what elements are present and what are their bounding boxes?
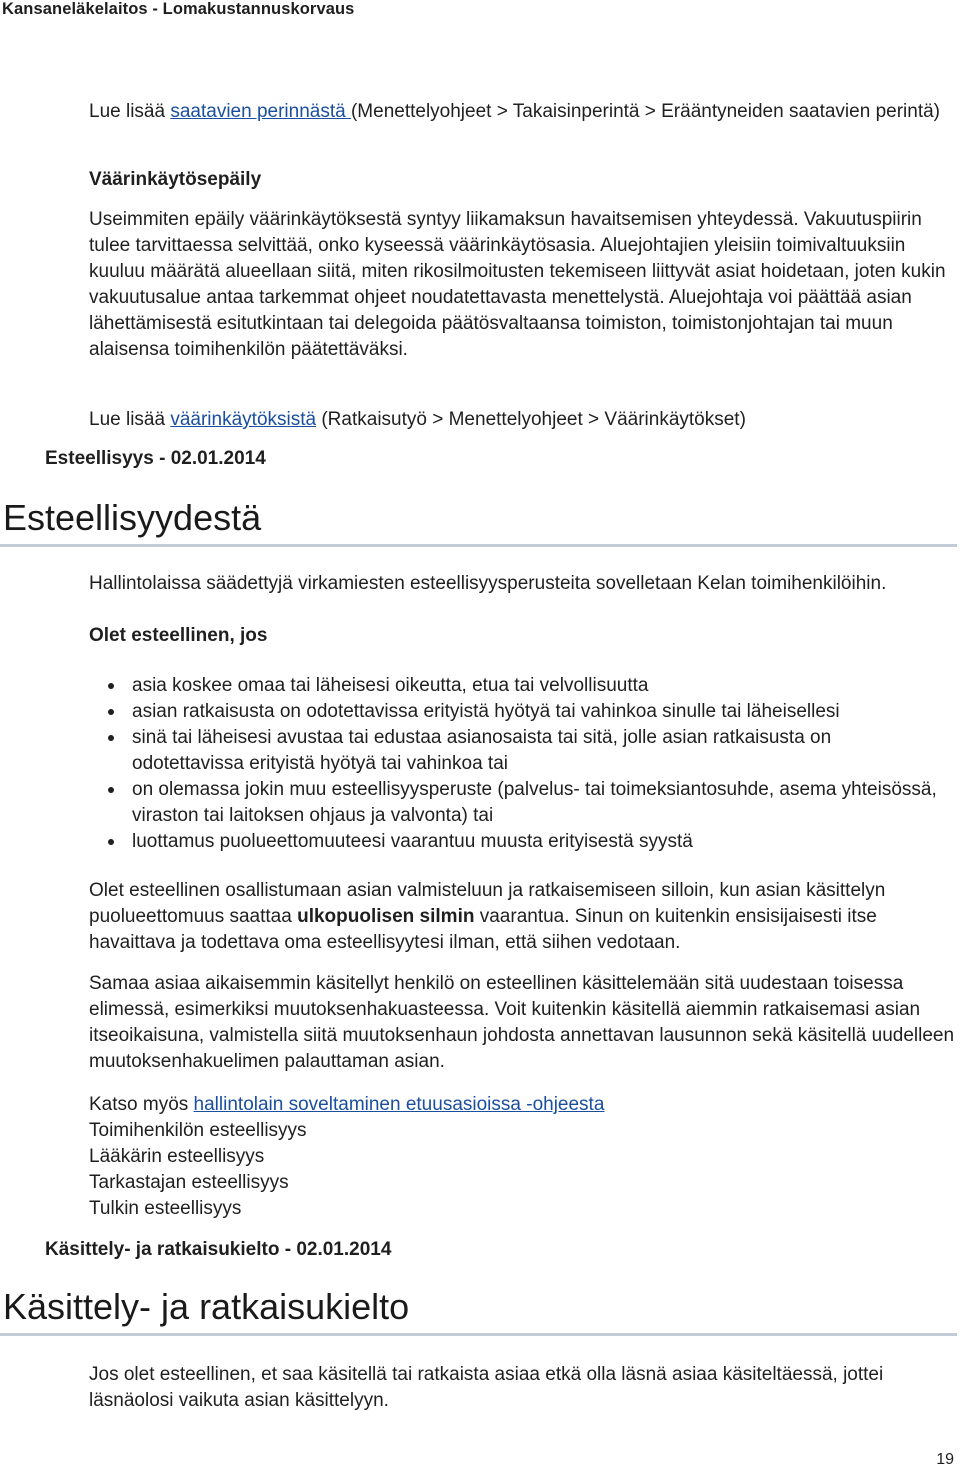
read-more-prefix: Lue lisää (89, 101, 171, 122)
see-also-item: Lääkärin esteellisyys (89, 1146, 265, 1167)
document-header: Kansaneläkelaitos - Lomakustannuskorvaus (2, 0, 355, 18)
read-more-suffix: (Ratkaisutyö > Menettelyohjeet > Väärinkäytökset) (316, 409, 746, 430)
see-also-prefix: Katso myös (89, 1094, 194, 1115)
disqualification-list (89, 673, 957, 855)
section1-paragraph2: Samaa asiaa aikaisemmin käsitellyt henkilö on esteellinen käsittelemään sitä uudestaan toisessa elimessä, esimerkiksi muutoksenhakuasteessa. Voit kuitenkin käsitellä aiemmin ratkaisemasi asian itseoikaisuna, valmistella siitä muutoksenhaun johdosta annettavan lausunnon sekä käsitellä uudelleen muutoksenhakuelimen palauttaman asian. (89, 973, 955, 1072)
list-item: sinä tai läheisesi avustaa tai edustaa asianosaista tai sitä, jolle asian ratkaisusta on odotettavissa erityistä hyötyä tai vahinkoa tai (89, 725, 957, 777)
see-also-item: Toimihenkilön esteellisyys (89, 1120, 307, 1141)
list-item: on olemassa jokin muu esteellisyysperuste (palvelus- tai toimeksiantosuhde, asema yhteisössä, viraston tai laitoksen ohjaus ja valvonta) tai (89, 777, 957, 829)
misuse-paragraph: Useimmiten epäily väärinkäytöksestä syntyy liikamaksun havaitsemisen yhteydessä. Vakuutuspiirin tulee tarvittaessa selvittää, onko kyseessä väärinkäytösasia. Aluejohtajien yleisiin toimivaltuuksiin kuuluu määrätä alueellaan siitä, miten rikosilmoitusten tekemiseen liittyvät asiat hoidetaan, joten kukin vakuutusalue antaa tarkemmat ohjeet noudatettavasta menettelystä. Aluejohtaja voi päättää asian lähettämisestä esitutkintaan tai delegoida päätösvaltaansa toimiston, toimistonjohtajan tai muun alaisensa toimihenkilön päätettäväksi. (89, 209, 946, 360)
section2-paragraph: Jos olet esteellinen, et saa käsitellä tai ratkaista asiaa etkä olla läsnä asiaa käsiteltäessä, jottei läsnäolosi vaikuta asian käsittelyyn. (89, 1364, 884, 1411)
see-also-line (89, 1092, 957, 1118)
section-divider (0, 544, 957, 547)
section-title-kasittelykielto: Käsittely- ja ratkaisukielto (3, 1286, 410, 1327)
para1-text-b: vaarantua. Sinun on kuitenkin ensisijaisesti itse havaittava ja todettava oma esteellisyytesi ilman, että siihen vedotaan. (89, 906, 877, 953)
list-item: asian ratkaisusta on odotettavissa erityistä hyötyä tai vahinkoa sinulle tai läheisellesi (89, 699, 957, 725)
inheritance-link[interactable]: saatavien perinnästä (170, 101, 351, 122)
list-item: luottamus puolueettomuuteesi vaarantuu muusta erityisestä syystä (89, 829, 957, 855)
read-more-suffix: (Menettelyohjeet > Takaisinperintä > Erääntyneiden saatavien perintä) (350, 101, 940, 122)
page-number: 19 (936, 1451, 954, 1468)
section1-subheading (89, 623, 957, 649)
section-meta-esteellisyys: Esteellisyys - 02.01.2014 (45, 448, 266, 469)
list-item: asia koskee omaa tai läheisesi oikeutta, etua tai velvollisuutta (89, 673, 957, 699)
misuse-link[interactable]: väärinkäytöksistä (170, 409, 317, 430)
section-divider (0, 1333, 957, 1336)
section-title-esteellisyydesta: Esteellisyydestä (3, 497, 262, 538)
para1-bold: ulkopuolisen silmin (297, 906, 475, 927)
section1-intro: Hallintolaissa säädettyjä virkamiesten esteellisyysperusteita sovelletaan Kelan toimihenkilöihin. (89, 573, 887, 594)
section1-paragraph1 (89, 878, 957, 956)
subheading-text: Olet esteellinen, jos (89, 625, 268, 646)
read-more-inheritance (89, 99, 957, 125)
para1-text-a: Olet esteellinen osallistumaan asian valmisteluun ja ratkaisemiseen silloin, kun asian käsittelyn puolueettomuus saattaa (89, 880, 886, 927)
see-also-block (89, 1092, 957, 1222)
read-more-misuse (89, 407, 957, 433)
read-more-prefix: Lue lisää (89, 409, 171, 430)
section-meta-kasittelykielto: Käsittely- ja ratkaisukielto - 02.01.2014 (45, 1239, 392, 1260)
see-also-item: Tulkin esteellisyys (89, 1198, 242, 1219)
administrative-law-link[interactable]: hallintolain soveltaminen etuusasioissa -ohjeesta (193, 1094, 605, 1115)
see-also-item: Tarkastajan esteellisyys (89, 1172, 289, 1193)
misuse-heading: Väärinkäytösepäily (89, 169, 262, 190)
